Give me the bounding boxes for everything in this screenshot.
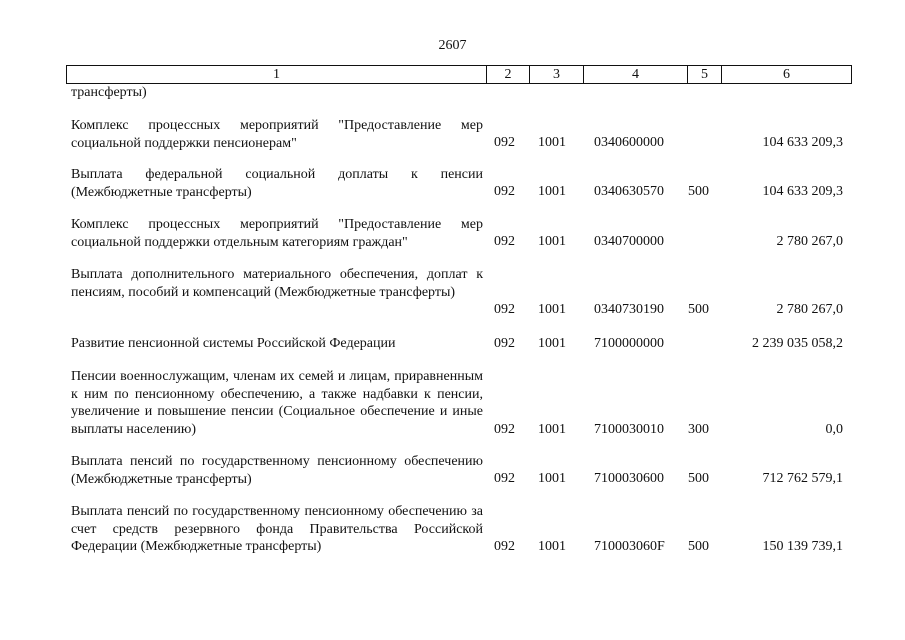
row-expense-type: 300 — [688, 422, 709, 437]
row-section-code: 1001 — [538, 302, 566, 317]
row-description: Выплата пенсий по государственному пенсионному обеспечению (Межбюджетные трансферты) — [71, 454, 483, 487]
row-amount: 712 762 579,1 — [762, 471, 843, 486]
column-header-6: 6 — [722, 66, 852, 84]
row-target-code: 0340700000 — [594, 234, 664, 249]
row-section-code: 1001 — [538, 135, 566, 150]
row-target-code: 7100030010 — [594, 422, 664, 437]
row-ministry-code: 092 — [494, 302, 515, 317]
row-description: Выплата пенсий по государственному пенсионному обеспечению за счет средств резервного фонда Правительства Российской Федерации (Межбюджетные трансферты) — [71, 504, 483, 554]
row-ministry-code: 092 — [494, 336, 515, 351]
column-header-row — [67, 66, 852, 84]
row-ministry-code: 092 — [494, 184, 515, 199]
row-expense-type: 500 — [688, 302, 709, 317]
row-amount: 2 239 035 058,2 — [752, 336, 843, 351]
continuation-text: трансферты) — [71, 85, 147, 100]
column-header-2: 2 — [487, 66, 530, 84]
row-amount: 104 633 209,3 — [762, 184, 843, 199]
row-description: Комплекс процессных мероприятий "Предоставление мер социальной поддержки отдельным категориям граждан" — [71, 217, 483, 250]
page-number: 2607 — [438, 38, 467, 53]
column-header-table — [66, 65, 852, 84]
column-header-1: 1 — [67, 66, 487, 84]
row-amount: 2 780 267,0 — [776, 302, 843, 317]
row-section-code: 1001 — [538, 234, 566, 249]
row-description: Выплата дополнительного материального обеспечения, доплат к пенсиям, пособий и компенсаций (Межбюджетные трансферты) — [71, 267, 483, 300]
row-amount: 0,0 — [825, 422, 843, 437]
row-ministry-code: 092 — [494, 135, 515, 150]
row-expense-type: 500 — [688, 471, 709, 486]
row-amount: 150 139 739,1 — [762, 539, 843, 554]
row-target-code: 0340600000 — [594, 135, 664, 150]
row-expense-type: 500 — [688, 539, 709, 554]
row-ministry-code: 092 — [494, 471, 515, 486]
row-target-code: 7100030600 — [594, 471, 664, 486]
row-section-code: 1001 — [538, 184, 566, 199]
row-section-code: 1001 — [538, 539, 566, 554]
row-description: Пенсии военнослужащим, членам их семей и лицам, приравненным к ним по пенсионному обеспечению, а также надбавки к пенсии, увеличение и повышение пенсии (Социальное обеспечение и иные выплаты населению) — [71, 369, 483, 437]
column-header-5: 5 — [688, 66, 722, 84]
row-description: Развитие пенсионной системы Российской Федерации — [71, 336, 396, 351]
row-description: Комплекс процессных мероприятий "Предоставление мер социальной поддержки пенсионерам" — [71, 118, 483, 151]
row-ministry-code: 092 — [494, 234, 515, 249]
row-target-code: 7100000000 — [594, 336, 664, 351]
row-amount: 104 633 209,3 — [762, 135, 843, 150]
row-ministry-code: 092 — [494, 539, 515, 554]
column-header-3: 3 — [530, 66, 584, 84]
row-target-code: 0340730190 — [594, 302, 664, 317]
row-section-code: 1001 — [538, 336, 566, 351]
row-ministry-code: 092 — [494, 422, 515, 437]
row-target-code: 710003060F — [594, 539, 665, 554]
row-section-code: 1001 — [538, 422, 566, 437]
row-section-code: 1001 — [538, 471, 566, 486]
row-target-code: 0340630570 — [594, 184, 664, 199]
column-header-4: 4 — [584, 66, 688, 84]
row-expense-type: 500 — [688, 184, 709, 199]
row-amount: 2 780 267,0 — [776, 234, 843, 249]
row-description: Выплата федеральной социальной доплаты к пенсии (Межбюджетные трансферты) — [71, 167, 483, 200]
